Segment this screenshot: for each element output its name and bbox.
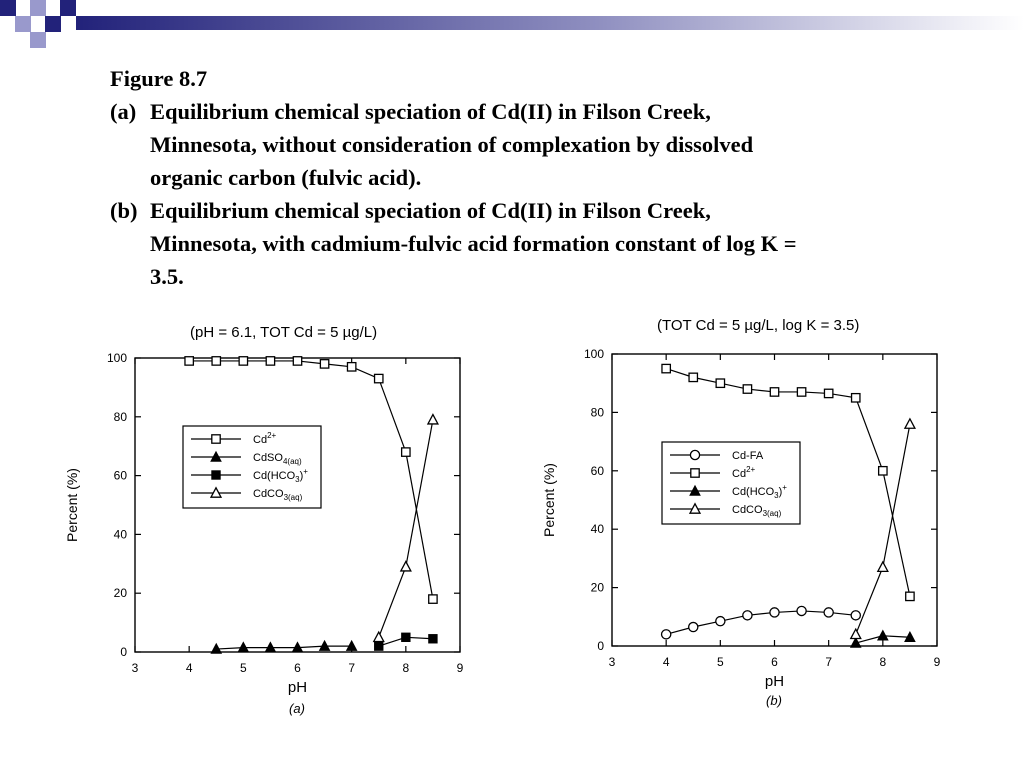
y-tick-label: 0 (120, 645, 127, 659)
data-point (743, 385, 751, 393)
y-tick-label: 100 (106, 351, 127, 365)
caption-b-line3: 3.5. (150, 264, 184, 289)
data-point (266, 357, 274, 365)
data-point (402, 448, 410, 456)
data-point (402, 633, 410, 641)
panel-label: (b) (766, 693, 782, 708)
data-point (239, 357, 247, 365)
x-tick-label: 7 (348, 661, 356, 675)
caption-a-label: (a) (110, 99, 137, 124)
data-point (906, 592, 914, 600)
y-tick-label: 40 (113, 527, 127, 542)
data-point (879, 467, 887, 475)
x-tick-label: 3 (608, 655, 616, 669)
data-point (770, 388, 778, 396)
x-tick-label: 7 (825, 655, 833, 669)
chart-title: (TOT Cd = 5 µg/L, log K = 3.5) (657, 317, 860, 334)
y-tick-label: 20 (113, 586, 127, 601)
caption-b-text1: Equilibrium chemical speciation of Cd(II) in Filson Creek, (150, 198, 711, 223)
legend-label: $Cd(HCO_3)^+$ (253, 467, 308, 484)
chart-title: (pH = 6.1, TOT Cd = 5 µg/L) (190, 324, 378, 341)
figure-number: Figure 8.7 (110, 66, 208, 91)
data-point (401, 562, 411, 571)
x-axis-label: pH (287, 679, 308, 696)
x-tick-label: 8 (879, 655, 887, 669)
data-point (716, 617, 725, 626)
data-point (662, 364, 670, 372)
x-tick-label: 4 (662, 655, 670, 669)
data-point (429, 635, 437, 643)
data-point (429, 595, 437, 603)
figure-caption (110, 62, 990, 293)
header-square (0, 0, 16, 16)
caption-a-line3: organic carbon (fulvic acid). (150, 165, 422, 190)
series-line (856, 424, 910, 634)
x-axis-label: pH (764, 673, 785, 690)
data-point (320, 360, 328, 368)
legend (662, 442, 800, 524)
y-tick-label: 80 (113, 409, 127, 424)
data-point (374, 632, 384, 641)
data-point (905, 419, 915, 428)
legend-label: CdCO$_{3(aq)}$ (732, 504, 782, 518)
legend-label: Cd-FA (732, 450, 764, 462)
x-tick-label: 6 (294, 661, 301, 675)
data-point (878, 562, 888, 571)
data-point (375, 642, 383, 650)
series-line (216, 646, 351, 649)
header-decoration (0, 0, 1024, 48)
legend (183, 426, 321, 508)
data-point (797, 388, 805, 396)
data-point (824, 389, 832, 397)
legend-label: CdCO$_{3(aq)}$ (253, 488, 303, 502)
header-square (30, 32, 46, 48)
caption-a-line1 (110, 95, 990, 128)
data-point (212, 357, 220, 365)
y-tick-label: 60 (590, 463, 604, 478)
data-point (293, 357, 301, 365)
y-tick-label: 60 (113, 468, 127, 483)
data-point (743, 611, 752, 620)
caption-b-line1 (110, 194, 990, 227)
data-point (689, 373, 697, 381)
x-tick-label: 9 (933, 655, 941, 669)
data-point (851, 629, 861, 638)
data-point (347, 363, 355, 371)
caption-b-label: (b) (110, 198, 138, 223)
data-point (770, 608, 779, 617)
series-Cd-FA (662, 606, 861, 639)
x-tick-label: 9 (456, 661, 464, 675)
data-point (662, 630, 671, 639)
legend-marker (212, 471, 220, 479)
caption-a-text1: Equilibrium chemical speciation of Cd(II) in Filson Creek, (150, 99, 711, 124)
caption-a-line2: Minnesota, without consideration of complexation by dissolved (150, 132, 754, 157)
legend-label: CdSO$_{4(aq)}$ (253, 452, 302, 466)
legend-marker (212, 435, 220, 443)
x-tick-label: 4 (185, 661, 193, 675)
data-point (851, 611, 860, 620)
y-axis-label: Percent (%) (64, 468, 80, 542)
data-point (375, 374, 383, 382)
series-CdCO3(aq) (851, 419, 915, 639)
header-gradient-bar (76, 16, 1024, 30)
legend-marker (691, 469, 699, 477)
data-point (185, 357, 193, 365)
data-point (716, 379, 724, 387)
data-point (878, 631, 888, 640)
y-tick-label: 0 (597, 639, 604, 653)
y-tick-label: 40 (590, 522, 604, 537)
legend-marker (690, 450, 699, 459)
x-tick-label: 5 (239, 661, 247, 675)
data-point (852, 394, 860, 402)
legend-label: $Cd^{2+}$ (253, 431, 277, 446)
x-tick-label: 3 (131, 661, 139, 675)
header-square (45, 16, 61, 32)
data-point (428, 415, 438, 424)
chart-a (0, 300, 512, 740)
legend-label: $Cd^{2+}$ (732, 465, 756, 480)
data-point (797, 606, 806, 615)
chart-b (512, 300, 1024, 740)
caption-b-line2: Minnesota, with cadmium-fulvic acid formation constant of log K = (150, 231, 797, 256)
x-tick-label: 8 (402, 661, 410, 675)
header-square (60, 0, 76, 16)
y-tick-label: 80 (590, 405, 604, 420)
y-axis-label: Percent (%) (541, 463, 557, 537)
legend-label: $Cd(HCO_3)^+$ (732, 483, 787, 500)
header-square (15, 16, 31, 32)
y-tick-label: 100 (583, 347, 604, 361)
panel-label: (a) (289, 701, 305, 716)
x-tick-label: 5 (716, 655, 724, 669)
data-point (689, 622, 698, 631)
data-point (824, 608, 833, 617)
y-tick-label: 20 (590, 580, 604, 595)
x-tick-label: 6 (771, 655, 778, 669)
header-square (30, 0, 46, 16)
